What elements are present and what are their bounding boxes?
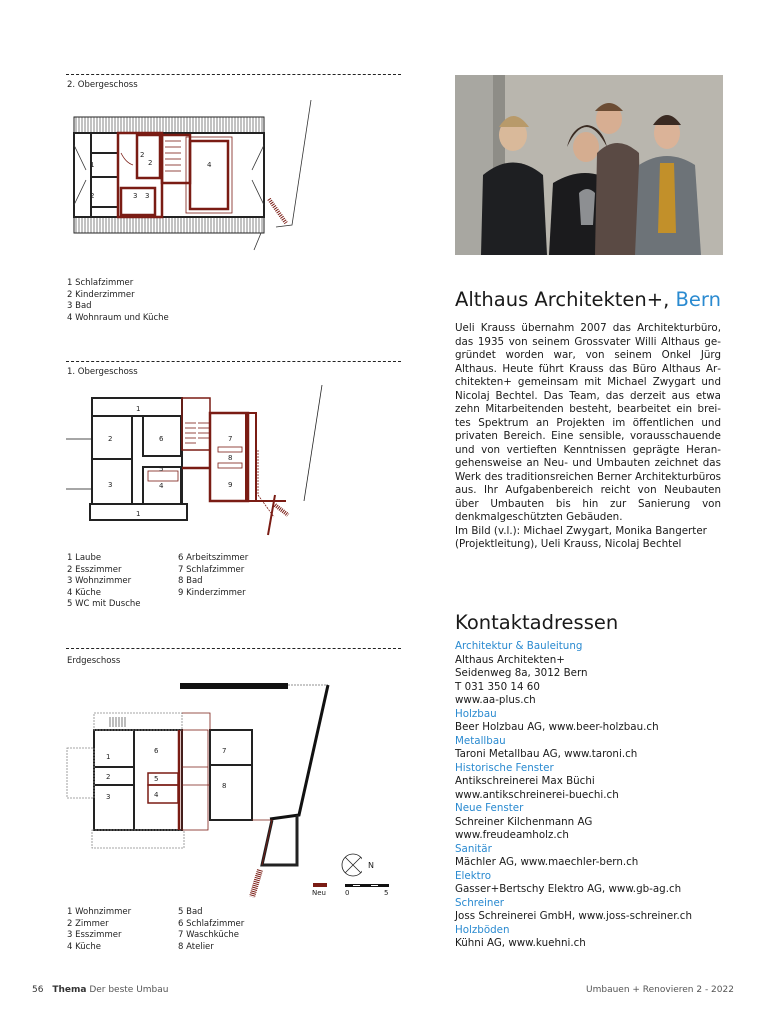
north-label: N	[368, 861, 374, 870]
team-photo	[455, 75, 723, 255]
room-label: 6	[159, 435, 164, 443]
contact-link[interactable]: www.aa-plus.ch	[455, 694, 536, 706]
legend-item: 4 Wohnraum und Küche	[67, 312, 169, 323]
room-label: 2	[140, 151, 145, 159]
room-label: 9	[228, 481, 233, 489]
photo-caption: Im Bild (v.l.): Michael Zwygart, Monika Bangerter (Projektleitung), Ueli Krauss, Nicolaj Bechtel	[455, 524, 707, 550]
room-label: 3	[133, 192, 138, 200]
legend-eg-left	[67, 907, 131, 953]
legend-item: 8 Atelier	[178, 941, 214, 952]
legend-item: 3 Bad	[67, 301, 92, 312]
footer-left	[32, 985, 169, 995]
legend-item: 3 Esszimmer	[67, 930, 122, 941]
section-divider	[66, 648, 401, 649]
scale-bar	[345, 884, 389, 887]
room-label: 2	[108, 435, 113, 443]
north-arrow-icon	[342, 854, 362, 876]
article-paragraph: Ueli Krauss übernahm 2007 das Architekturbüro, das 1935 von seinem Grossvater Willi Althaus gegründet worden war, von seinem Onkel Jürg Althaus. Heute führt Krauss das Büro Althaus Architekten+ gemeinsam mit Michael Zwygart und Nicolaj Bechtel. Das Team, das derzeit aus etwa zehn Mitarbeitenden besteht, bearbeitet ein breites Spektrum an Projekten im öffentlichen und privaten Bereich. Eine sensible, vorausschauende und von vertieften Kenntnissen geprägte Herangehensweise an Neu- und Umbauten zeichnet das Werk des traditionsreichen Berner Architekturbüros aus. Ihr Aufgabenbereich reicht von Neubauten über Umbauten bis hin zur Sanierung von denkmalgeschützten Gebäuden.	[455, 322, 721, 523]
legend-item: 7 Schlafzimmer	[178, 564, 245, 575]
legend-item: 2 Kinderzimmer	[67, 289, 135, 300]
legend-item: 1 Wohnzimmer	[67, 907, 132, 917]
legend-item: 9 Kinderzimmer	[178, 587, 246, 598]
legend-item: 7 Waschküche	[178, 930, 240, 941]
contact-category: Holzböden	[455, 923, 510, 936]
legend-item: 8 Bad	[178, 576, 203, 587]
room-label: 1	[106, 753, 111, 761]
room-label: 7	[222, 747, 227, 755]
legend-item: 4 Küche	[67, 941, 101, 952]
footer-section: Thema	[52, 985, 87, 995]
contact-line: Seidenweg 8a, 3012 Bern	[455, 667, 588, 679]
legend-item: 3 Wohnzimmer	[67, 576, 132, 587]
new-construction-label: Neu	[312, 889, 326, 897]
legend-item: 1 Schlafzimmer	[67, 278, 134, 288]
legend-1og-left	[67, 553, 140, 611]
legend-2og	[67, 278, 169, 324]
contact-line: T 031 350 14 60	[455, 680, 540, 693]
contact-link[interactable]: www.freudeamholz.ch	[455, 829, 569, 841]
article-title-main: Althaus Architekten+,	[455, 288, 670, 311]
contact-category: Historische Fenster	[455, 761, 554, 774]
contact-category: Neue Fenster	[455, 802, 524, 814]
article-body	[455, 322, 721, 552]
contact-link[interactable]: www.antikschreinerei-buechi.ch	[455, 788, 619, 801]
footer-subsection: Der beste Umbau	[89, 985, 169, 995]
room-label: 3	[108, 481, 113, 489]
contact-line: Kühni AG, www.kuehni.ch	[455, 937, 586, 949]
contact-line: Althaus Architekten+	[455, 653, 565, 666]
footer-magazine: Umbauen + Renovieren 2 - 2022	[586, 985, 734, 995]
contacts-title: Kontaktadressen	[455, 611, 619, 634]
contact-category: Elektro	[455, 869, 492, 882]
room-label: 2	[148, 159, 153, 167]
legend-item: 5 Bad	[178, 907, 203, 917]
contact-line: Taroni Metallbau AG, www.taroni.ch	[455, 748, 638, 760]
legend-item: 4 Küche	[67, 587, 101, 598]
section-divider	[66, 361, 401, 362]
contact-category: Metallbau	[455, 734, 506, 747]
article-title	[455, 288, 721, 311]
room-label: 3	[145, 192, 150, 200]
contact-category: Sanitär	[455, 842, 492, 855]
contact-line: Mächler AG, www.maechler-bern.ch	[455, 856, 639, 868]
contact-category: Holzbau	[455, 707, 497, 720]
room-label: 4	[207, 161, 212, 169]
room-label: 6	[154, 747, 159, 755]
room-label: 4	[159, 482, 164, 490]
room-label: 1	[90, 161, 95, 169]
legend-eg-right	[178, 907, 244, 953]
legend-item: 2 Esszimmer	[67, 564, 122, 575]
room-label: 2	[106, 773, 111, 781]
contact-line: Gasser+Bertschy Elektro AG, www.gb-ag.ch	[455, 883, 682, 895]
room-label: 5	[154, 775, 159, 783]
room-label: 3	[106, 793, 111, 801]
contact-line: Beer Holzbau AG, www.beer-holzbau.ch	[455, 721, 659, 733]
page-number: 56	[32, 985, 44, 995]
room-label: 7	[228, 435, 233, 443]
contact-category: Architektur & Bauleitung	[455, 640, 583, 652]
room-label: 1	[136, 510, 141, 518]
floor-plan-1og	[66, 385, 366, 545]
legend-item: 1 Laube	[67, 553, 102, 563]
scale-start-label: 0	[345, 889, 350, 897]
floor-title-1og: 1. Obergeschoss	[67, 367, 138, 377]
room-label: 8	[222, 782, 227, 790]
contact-line: Schreiner Kilchenmann AG	[455, 815, 593, 828]
room-label: 5	[159, 465, 164, 473]
contacts-list	[455, 640, 735, 951]
new-construction-swatch	[313, 883, 327, 887]
floor-title-2og: 2. Obergeschoss	[67, 80, 138, 90]
room-label: 8	[228, 454, 233, 462]
floor-title-eg: Erdgeschoss	[67, 656, 121, 666]
contact-line: Joss Schreinerei GmbH, www.joss-schreiner.ch	[455, 910, 692, 922]
floor-plan-2og	[66, 95, 366, 255]
room-label: 1	[136, 405, 141, 413]
scale-end-label: 5	[384, 889, 389, 897]
contact-category: Schreiner	[455, 896, 505, 909]
legend-item: 2 Zimmer	[67, 918, 109, 929]
contact-line: Antikschreinerei Max Büchi	[455, 775, 595, 787]
legend-item: 6 Arbeitszimmer	[178, 553, 249, 563]
section-divider	[66, 74, 401, 75]
article-title-city: Bern	[675, 288, 721, 311]
room-label: 2	[90, 192, 95, 200]
legend-item: 6 Schlafzimmer	[178, 918, 245, 929]
legend-item: 5 WC mit Dusche	[67, 599, 141, 610]
room-label: 4	[154, 791, 159, 799]
floor-plan-eg	[62, 675, 362, 900]
legend-1og-right	[178, 553, 248, 599]
